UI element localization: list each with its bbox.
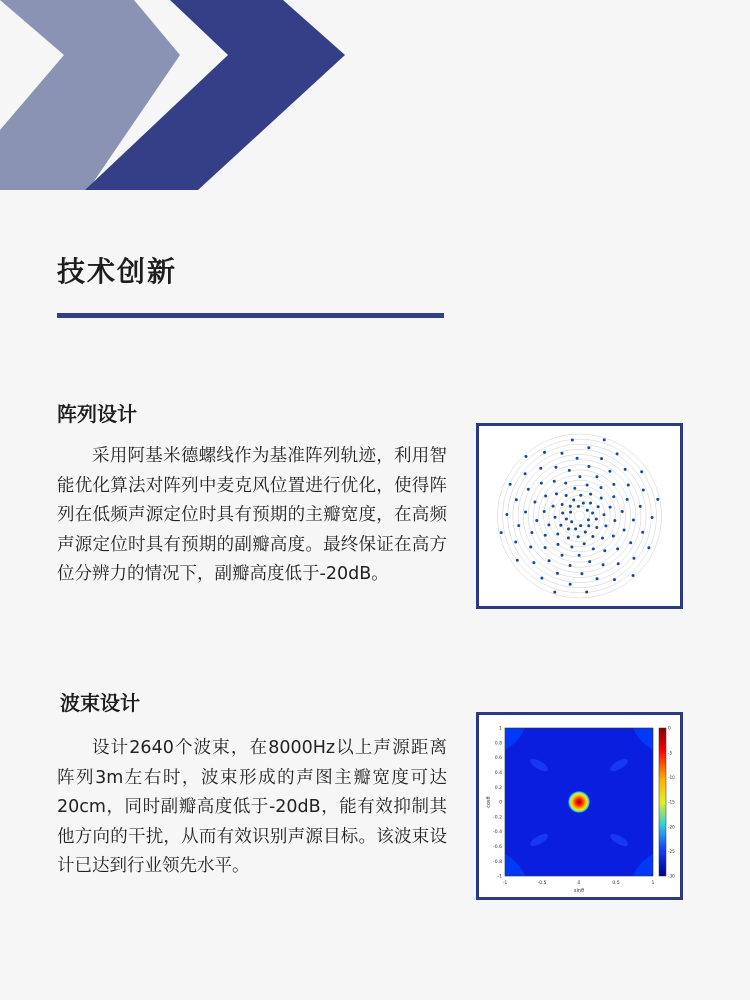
x-tick-labels	[503, 880, 655, 886]
microphone-point	[548, 559, 551, 562]
microphone-point	[583, 542, 586, 545]
page-title: 技术创新	[57, 255, 178, 288]
y-tick-label: 0.4	[494, 771, 502, 776]
y-tick-label: -1	[497, 874, 502, 880]
microphone-point	[560, 452, 563, 455]
y-tick-label: 0.6	[494, 756, 502, 762]
x-tick-label: 0	[577, 881, 581, 886]
microphone-point	[597, 505, 600, 508]
microphone-point	[540, 577, 543, 580]
spiral-ring	[574, 511, 584, 521]
microphone-point	[554, 516, 557, 519]
y-tick-label: -0.4	[493, 830, 502, 836]
microphone-point	[572, 498, 575, 501]
colorbar-tick-label: 0	[668, 725, 671, 731]
microphone-point	[527, 488, 530, 491]
microphone-point	[641, 531, 644, 534]
beam-figure	[476, 712, 683, 900]
microphone-point	[500, 531, 503, 534]
y-tick-label: -0.2	[493, 815, 502, 821]
colorbar-tick-label: -20	[668, 824, 675, 830]
microphone-point	[587, 524, 590, 527]
microphone-point	[580, 572, 583, 575]
microphone-point	[570, 520, 573, 523]
colorbar-tick-labels	[668, 726, 675, 879]
colorbar-tick-label: -10	[668, 774, 675, 780]
microphone-point	[629, 541, 632, 544]
microphone-point	[539, 467, 542, 470]
microphone-point	[613, 519, 616, 522]
microphone-point	[591, 535, 594, 538]
microphone-point	[570, 545, 573, 548]
microphone-point	[640, 470, 643, 473]
microphone-point	[514, 541, 517, 544]
microphone-point	[530, 531, 533, 534]
y-tick-label: -0.8	[493, 859, 502, 865]
microphone-point	[632, 557, 635, 560]
header-chevrons	[0, 0, 360, 200]
microphone-point	[609, 506, 612, 509]
microphone-point	[561, 554, 564, 557]
microphone-point	[626, 498, 629, 501]
y-tick-label: 0	[499, 800, 502, 806]
microphone-point	[573, 487, 576, 490]
spiral-ring	[503, 439, 657, 593]
microphone-points	[500, 438, 660, 593]
microphone-point	[612, 483, 615, 486]
microphone-point	[616, 452, 619, 455]
colorbar-tick-label: -5	[668, 750, 673, 756]
microphone-point	[516, 559, 519, 562]
microphone-point	[596, 577, 599, 580]
microphone-point	[584, 531, 587, 534]
spiral-ring	[518, 455, 641, 578]
y-tick-label: 1	[499, 726, 502, 732]
microphone-point	[585, 590, 588, 593]
microphone-point	[587, 465, 590, 468]
microphone-point	[588, 560, 591, 563]
microphone-point	[623, 528, 626, 531]
microphone-point	[553, 480, 556, 483]
microphone-point	[559, 524, 562, 527]
microphone-point	[591, 511, 594, 514]
array-figure	[476, 423, 683, 609]
section-heading-array: 阵列设计	[57, 402, 137, 426]
microphone-point	[608, 470, 611, 473]
microphone-point	[616, 547, 619, 550]
microphone-point	[624, 468, 627, 471]
colorbar-tick-label: -15	[668, 799, 675, 805]
spiral-rings	[498, 434, 662, 598]
microphone-point	[589, 501, 592, 504]
spiral-ring	[554, 490, 605, 541]
microphone-point	[651, 516, 654, 519]
microphone-point	[569, 511, 572, 514]
microphone-point	[600, 486, 603, 489]
colorbar-tick-label: -30	[668, 873, 675, 879]
microphone-point	[544, 494, 547, 497]
y-tick-labels	[493, 726, 502, 880]
microphone-point	[604, 524, 607, 527]
beam-pattern-plot	[479, 715, 680, 897]
microphone-point	[600, 457, 603, 460]
microphone-point	[567, 536, 570, 539]
microphone-point	[543, 510, 546, 513]
microphone-point	[603, 549, 606, 552]
x-tick-label: -0.5	[537, 881, 547, 886]
microphone-point	[603, 438, 606, 441]
microphone-point	[601, 537, 604, 540]
microphone-point	[535, 519, 538, 522]
microphone-point	[569, 564, 572, 567]
y-tick-label: 0.2	[494, 785, 502, 791]
colorbar	[659, 728, 666, 876]
microphone-point	[565, 518, 568, 521]
x-tick-label: -1	[502, 881, 508, 886]
y-tick-label: 0.8	[494, 741, 502, 747]
microphone-point	[524, 455, 527, 458]
microphone-point	[517, 524, 520, 527]
microphone-point	[587, 518, 590, 521]
main-lobe	[568, 791, 590, 813]
microphone-point	[561, 511, 564, 514]
microphone-point	[627, 484, 630, 487]
microphone-point	[565, 494, 568, 497]
microphone-point	[544, 546, 547, 549]
microphone-point	[617, 562, 620, 565]
spiral-ring	[539, 475, 621, 557]
microphone-point	[515, 498, 518, 501]
microphone-point	[509, 483, 512, 486]
microphone-point	[602, 563, 605, 566]
microphone-point	[579, 494, 582, 497]
microphone-point	[586, 484, 589, 487]
microphone-point	[632, 518, 635, 521]
microphone-point	[524, 472, 527, 475]
microphone-point	[524, 511, 527, 514]
microphone-point	[576, 457, 579, 460]
x-tick-label: 1	[651, 881, 655, 886]
microphone-point	[613, 578, 616, 581]
microphone-point	[595, 475, 598, 478]
x-tick-label: 0.5	[612, 881, 620, 886]
section-body-beam: 设计2640个波束，在8000Hz以上声源距离阵列3m左右时，波束形成的声图主瓣宽度可达20cm，同时副瓣高度低于-20dB，能有效抑制其他方向的干扰，从而有效识别声源目标。该波束设计已达到行业领先水平。	[57, 738, 447, 876]
microphone-point	[544, 534, 547, 537]
title-underline	[57, 313, 444, 318]
microphone-point	[595, 526, 598, 529]
microphone-point	[577, 535, 580, 538]
microphone-point	[642, 488, 645, 491]
section-heading-beam: 波束设计	[60, 691, 140, 715]
microphone-point	[556, 543, 559, 546]
microphone-point	[547, 523, 550, 526]
microphone-point	[569, 505, 572, 508]
y-axis-label: cosθ	[486, 796, 492, 808]
microphone-point	[533, 501, 536, 504]
spiral-ring	[508, 444, 652, 588]
microphone-point	[552, 505, 555, 508]
y-tick-label: -0.6	[493, 845, 502, 850]
microphone-point	[567, 528, 570, 531]
spiral-ring	[533, 470, 625, 562]
microphone-point	[589, 493, 592, 496]
microphone-point	[587, 446, 590, 449]
microphone-point	[612, 495, 615, 498]
microphone-point	[556, 572, 559, 575]
microphone-point	[505, 513, 508, 516]
microphone-point	[647, 546, 650, 549]
microphone-point	[639, 505, 642, 508]
microphone-point	[602, 513, 605, 516]
spiral-ring	[559, 496, 600, 537]
microphone-point	[568, 469, 571, 472]
microphone-point	[600, 497, 603, 500]
colorbar-tick-label: -25	[668, 848, 675, 854]
microphone-point	[556, 532, 559, 535]
spiral-ring	[569, 506, 590, 527]
microphone-point	[553, 591, 556, 594]
microphone-point	[543, 451, 546, 454]
spiral-ring	[564, 501, 595, 532]
microphone-point	[621, 510, 624, 513]
microphone-point	[540, 482, 543, 485]
section-body-array: 采用阿基米德螺线作为基准阵列轨迹，利用智能优化算法对阵列中麦克风位置进行优化，使得阵列在低频声源定位时具有预期的主瓣宽度，在高频声源定位时具有预期的副瓣高度。最终保证在高方位分辨力的情况下，副瓣高度低于-20dB。	[57, 446, 447, 584]
microphone-point	[529, 545, 532, 548]
x-axis-label: sinθ	[573, 888, 585, 894]
microphone-point	[579, 524, 582, 527]
microphone-point	[656, 498, 659, 501]
microphone-point	[554, 466, 557, 469]
spiral-ring	[549, 485, 611, 547]
spiral-ring	[498, 434, 662, 598]
microphone-point	[586, 509, 589, 512]
microphone-point	[578, 475, 581, 478]
microphone-point	[574, 527, 577, 530]
microphone-point	[577, 505, 580, 508]
microphone-point	[569, 583, 572, 586]
microphone-point	[561, 503, 564, 506]
microphone-point	[564, 482, 567, 485]
microphone-point	[632, 574, 635, 577]
microphone-point	[532, 561, 535, 564]
microphone-point	[595, 518, 598, 521]
microphone-point	[612, 535, 615, 538]
microphone-point	[555, 492, 558, 495]
microphone-point	[592, 547, 595, 550]
microphone-point	[578, 554, 581, 557]
microphone-point	[582, 502, 585, 505]
spiral-array-plot	[479, 426, 680, 606]
microphone-point	[571, 439, 574, 442]
